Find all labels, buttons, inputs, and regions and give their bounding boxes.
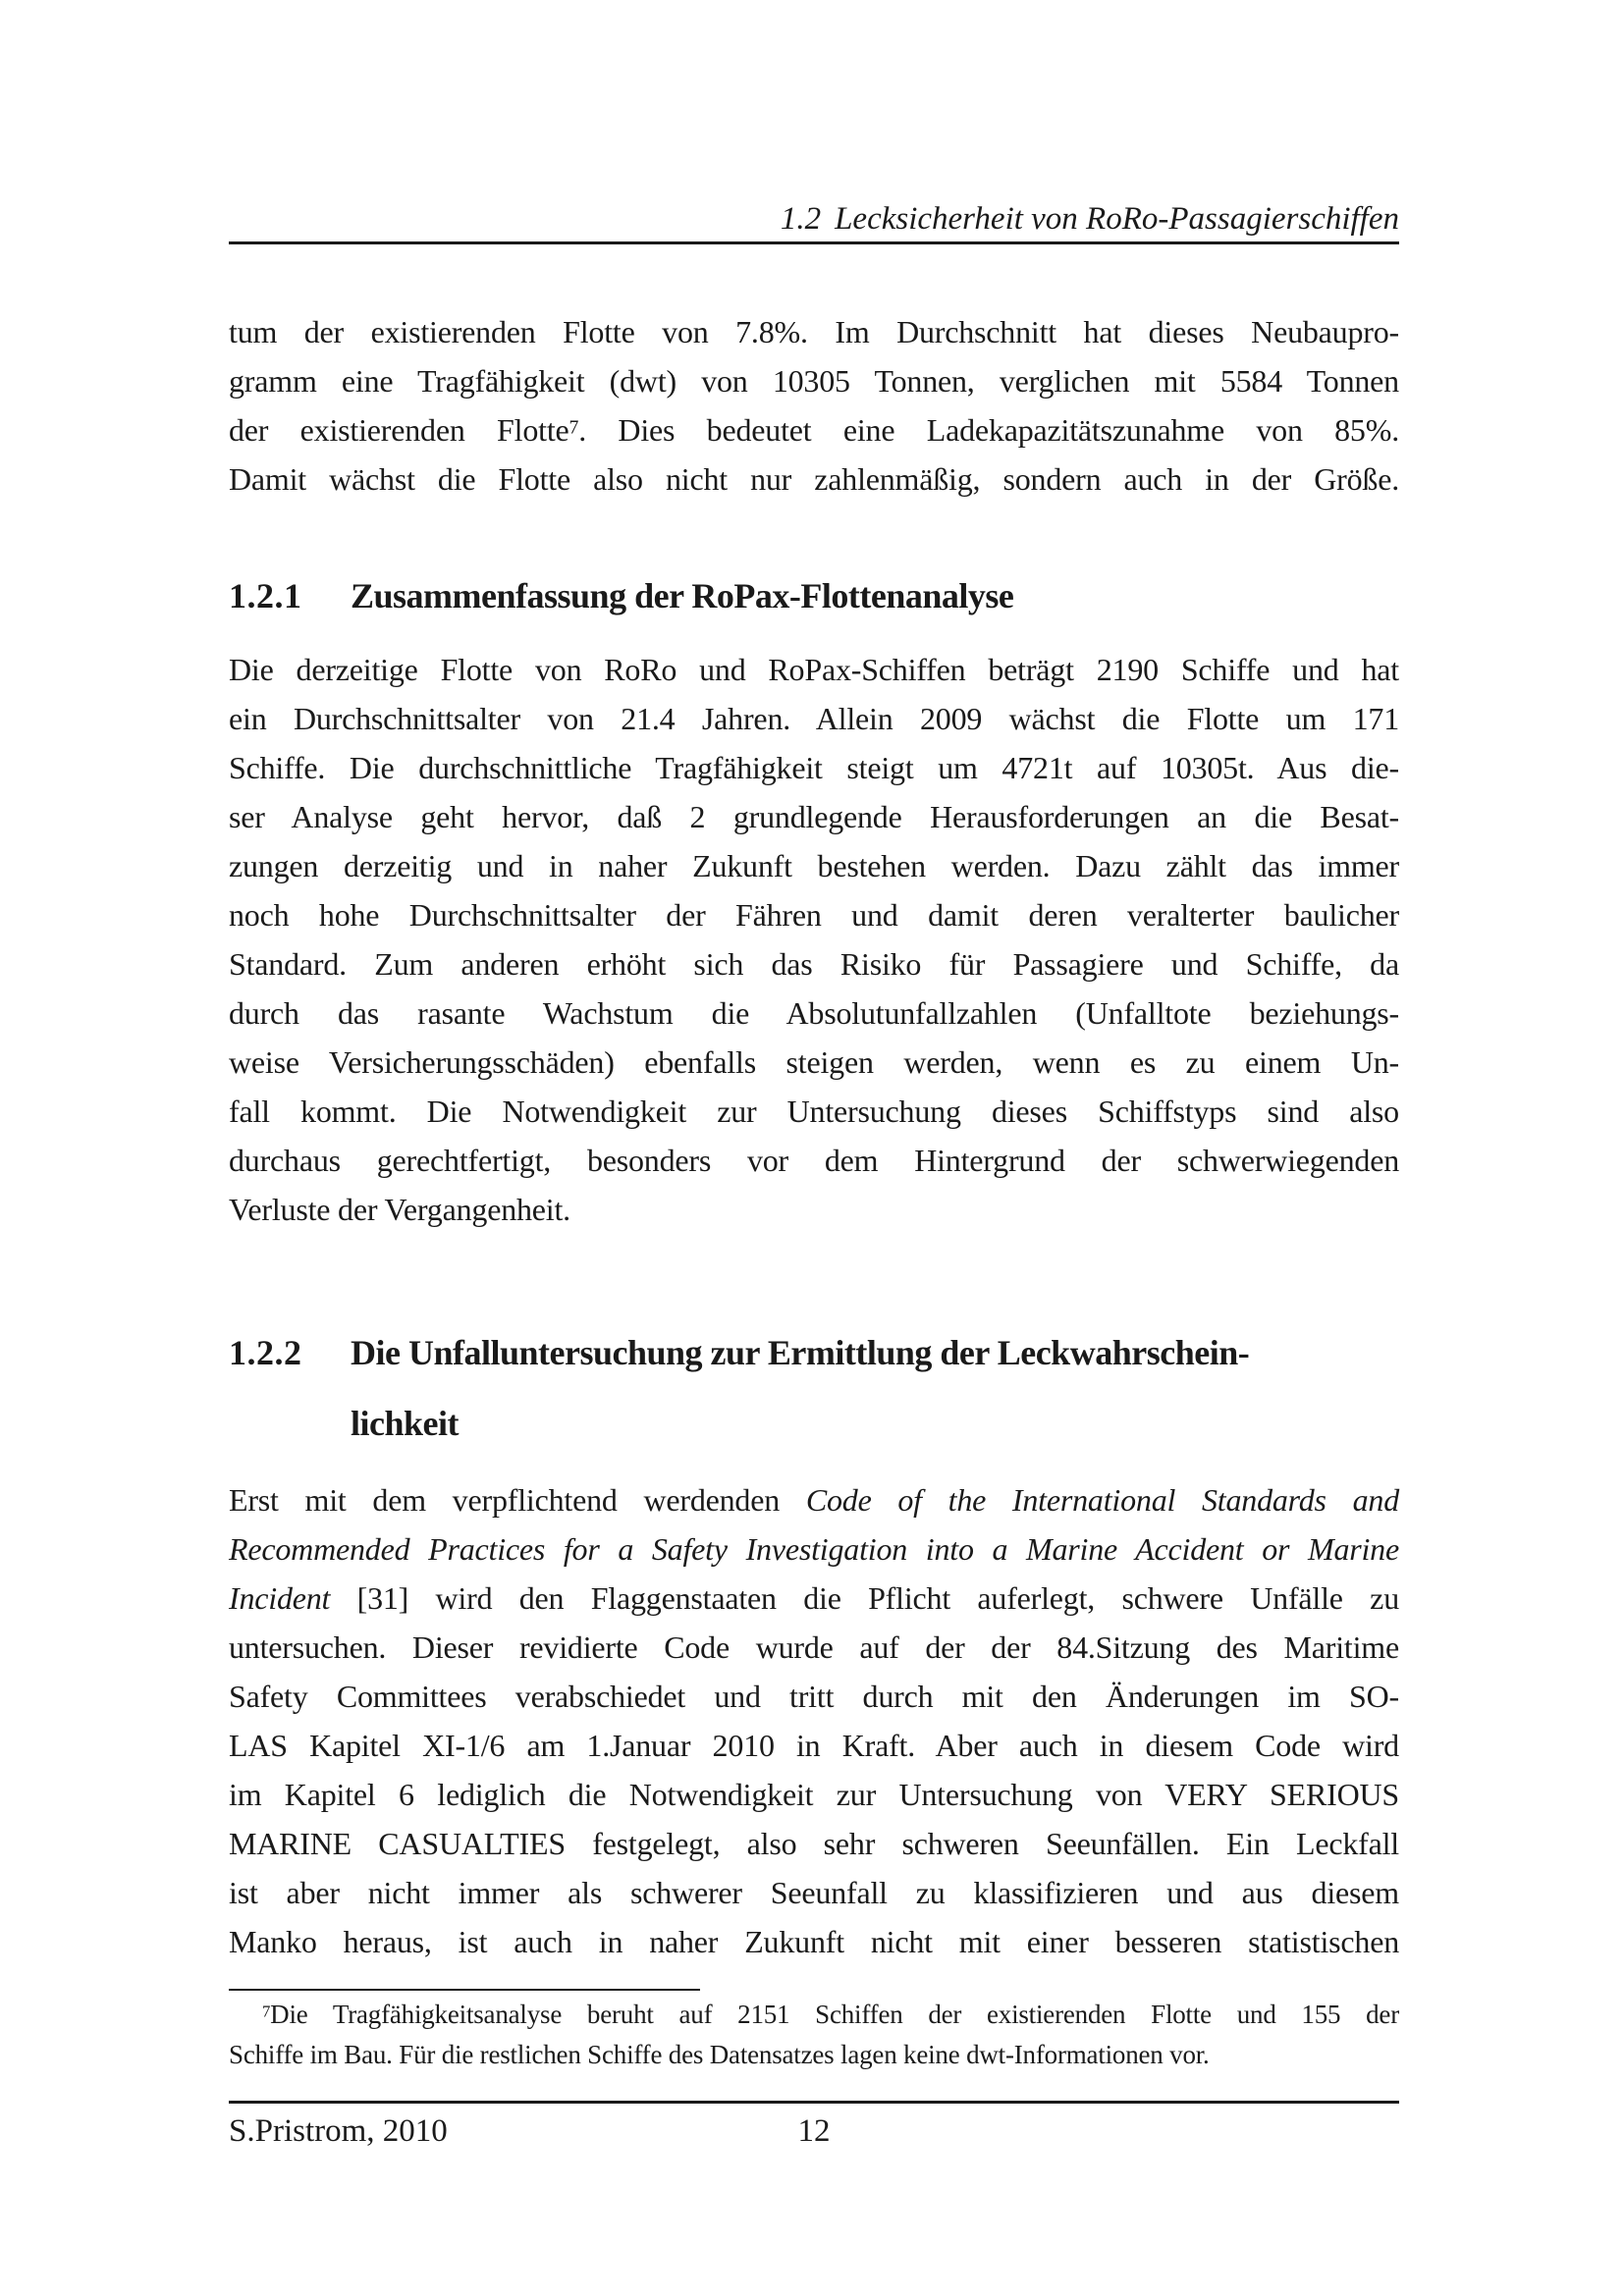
running-header: [229, 199, 1399, 239]
text-line: [229, 792, 1399, 841]
text-line: [229, 405, 1399, 454]
section-title: [351, 561, 1399, 631]
text-line: [229, 2035, 1399, 2075]
text-run: Safety Committees verabschiedet und tritt durch mit den Änderungen im SO-: [229, 1679, 1399, 1714]
text-line: [229, 1136, 1399, 1185]
text-line: [229, 1819, 1399, 1868]
text-line: [229, 841, 1399, 890]
text-run: durchaus gerechtfertigt, besonders vor dem Hintergrund der schwerwiegenden: [229, 1143, 1399, 1178]
text-line: [229, 1917, 1399, 1966]
text-run: Verluste der Vergangenheit.: [229, 1192, 570, 1227]
text-line: [229, 1868, 1399, 1917]
text-line: [229, 743, 1399, 792]
text-line: [229, 1087, 1399, 1136]
text-line: [229, 1038, 1399, 1087]
text-line: [351, 561, 1399, 631]
text-run: Die derzeitige Flotte von RoRo und RoPax-Schiffen beträgt 2190 Schiffe und hat: [229, 652, 1399, 687]
page-number: 12: [797, 2113, 831, 2149]
text-line: [351, 1317, 1399, 1388]
section-title: [351, 1317, 1399, 1459]
text-line: [229, 1475, 1399, 1524]
text-line: [229, 1770, 1399, 1819]
footer-author: S.Pristrom, 2010: [229, 2113, 448, 2149]
text-line: [351, 1388, 1399, 1459]
running-header-section-number: 1.2: [780, 201, 822, 237]
text-line: [229, 454, 1399, 504]
paragraph: [229, 307, 1399, 504]
text-line: [229, 939, 1399, 988]
text-line: [229, 1623, 1399, 1672]
text-run: Die Unfalluntersuchung zur Ermittlung der Leckwahrschein-: [351, 1333, 1250, 1372]
text-line: [229, 1185, 1399, 1234]
section-heading-1-2-2: [229, 1317, 1399, 1459]
text-line: [229, 1524, 1399, 1574]
text-line: [229, 890, 1399, 939]
text-line: [229, 1721, 1399, 1770]
text-run: Erst mit dem verpflichtend werdenden: [229, 1482, 806, 1518]
text-run: . Dies bedeutet eine Ladekapazitätszunahme von 85%.: [578, 412, 1399, 448]
text-run: ein Durchschnittsalter von 21.4 Jahren. Allein 2009 wächst die Flotte um 171: [229, 701, 1399, 736]
text-run: weise Versicherungsschäden) ebenfalls steigen werden, wenn es zu einem Un-: [229, 1044, 1399, 1080]
text-line: [229, 307, 1399, 356]
section-number: 1.2.1: [229, 576, 302, 615]
text-line: [229, 645, 1399, 694]
text-run: Standard. Zum anderen erhöht sich das Risiko für Passagiere und Schiffe, da: [229, 946, 1399, 982]
footnote-rule: [229, 1989, 700, 1991]
text-run: Die Tragfähigkeitsanalyse beruht auf 2151 Schiffen der existierenden Flotte und 155 der: [270, 2000, 1399, 2029]
text-run: durch das rasante Wachstum die Absolutunfallzahlen (Unfalltote beziehungs-: [229, 995, 1399, 1031]
running-header-section-title: Lecksicherheit von RoRo-Passagierschiffen: [835, 201, 1399, 237]
footnote-marker: 7: [262, 2002, 271, 2021]
paragraph: [229, 1475, 1399, 1966]
text-line: [229, 1672, 1399, 1721]
section-number: 1.2.2: [229, 1333, 302, 1372]
footer-rule: [229, 2101, 1399, 2104]
text-run: LAS Kapitel XI-1/6 am 1.Januar 2010 in Kraft. Aber auch in diesem Code wird: [229, 1728, 1399, 1763]
text-run: Code of the International Standards and: [805, 1482, 1399, 1518]
text-run: im Kapitel 6 lediglich die Notwendigkeit zur Untersuchung von VERY SERIOUS: [229, 1777, 1399, 1812]
paragraph: [229, 645, 1399, 1234]
text-line: [229, 988, 1399, 1038]
footnote-marker: 7: [568, 416, 579, 439]
text-run: tum der existierenden Flotte von 7.8%. Im Durchschnitt hat dieses Neubaupro-: [229, 314, 1399, 349]
text-run: MARINE CASUALTIES festgelegt, also sehr schweren Seeunfällen. Ein Leckfall: [229, 1826, 1399, 1861]
text-run: gramm eine Tragfähigkeit (dwt) von 10305 Tonnen, verglichen mit 5584 Tonnen: [229, 363, 1399, 399]
text-run: Damit wächst die Flotte also nicht nur zahlenmäßig, sondern auch in der Größe.: [229, 461, 1399, 497]
header-rule: [229, 241, 1399, 244]
text-run: Manko heraus, ist auch in naher Zukunft nicht mit einer besseren statistischen: [229, 1924, 1399, 1959]
text-run: Incident: [229, 1580, 331, 1616]
text-run: Recommended Practices for a Safety Investigation into a Marine Accident or Marine: [229, 1531, 1399, 1567]
text-run: zungen derzeitig und in naher Zukunft bestehen werden. Dazu zählt das immer: [229, 848, 1399, 883]
text-run: fall kommt. Die Notwendigkeit zur Untersuchung dieses Schiffstyps sind also: [229, 1094, 1399, 1129]
section-heading-1-2-1: [229, 561, 1399, 631]
footnote: [229, 1995, 1399, 2075]
text-run: untersuchen. Dieser revidierte Code wurde auf der der 84.Sitzung des Maritime: [229, 1629, 1399, 1665]
text-line: [229, 1995, 1399, 2035]
text-run: [31] wird den Flaggenstaaten die Pflicht auferlegt, schwere Unfälle zu: [330, 1580, 1399, 1616]
text-run: der existierenden Flotte: [229, 412, 569, 448]
text-run: Schiffe. Die durchschnittliche Tragfähigkeit steigt um 4721t auf 10305t. Aus die-: [229, 750, 1399, 785]
text-run: ist aber nicht immer als schwerer Seeunfall zu klassifizieren und aus diesem: [229, 1875, 1399, 1910]
text-line: [229, 1574, 1399, 1623]
text-run: Zusammenfassung der RoPax-Flottenanalyse: [351, 576, 1014, 615]
text-line: [229, 356, 1399, 405]
text-run: noch hohe Durchschnittsalter der Fähren und damit deren veralterter baulicher: [229, 897, 1399, 933]
text-run: lichkeit: [351, 1404, 459, 1443]
text-run: Schiffe im Bau. Für die restlichen Schiffe des Datensatzes lagen keine dwt-Informationen vor.: [229, 2040, 1210, 2069]
text-run: ser Analyse geht hervor, daß 2 grundlegende Herausforderungen an die Besat-: [229, 799, 1399, 834]
text-line: [229, 694, 1399, 743]
